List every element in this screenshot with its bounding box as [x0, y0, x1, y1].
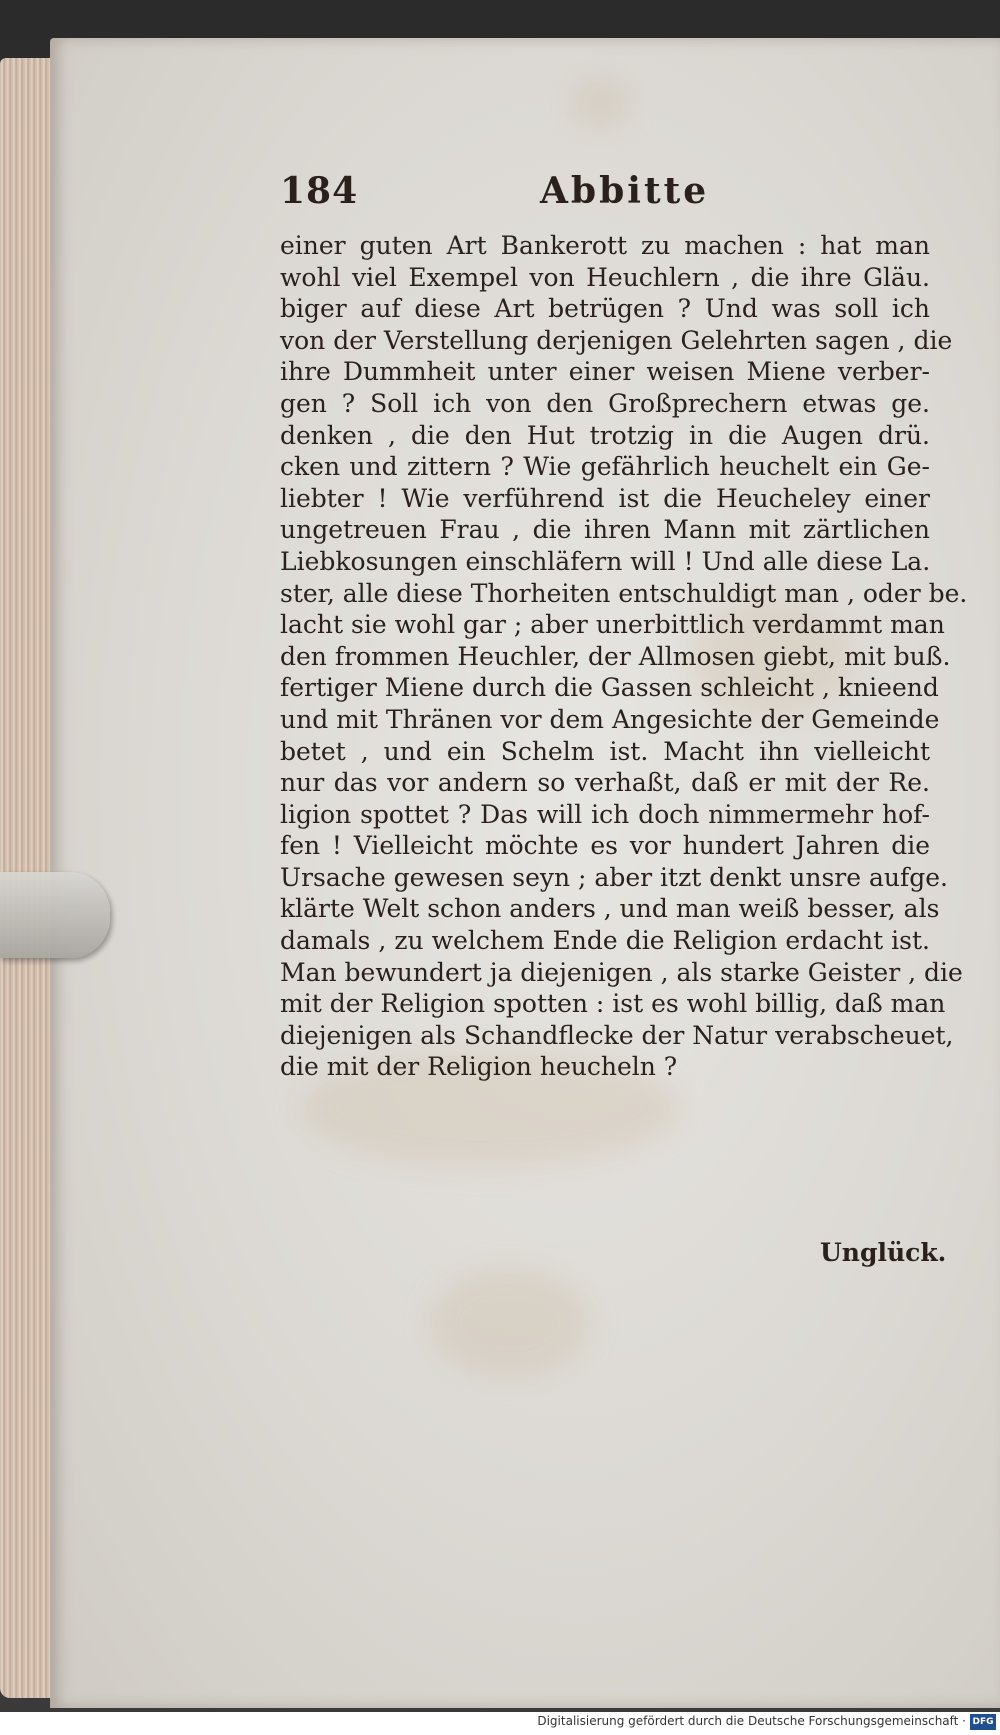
text-line: biger auf diese Art betrügen ? Und was soll ich — [280, 294, 930, 324]
page-number: 184 — [280, 170, 359, 212]
text-line: einer guten Art Bankerott zu machen : hat man — [280, 231, 930, 260]
page-text — [280, 170, 968, 1083]
running-title: Abbitte — [540, 170, 710, 212]
text-line: nur das vor andern so verhaßt, daß er mit der Re. — [280, 768, 930, 798]
digitization-credit: Digitalisierung gefördert durch die Deutsche Forschungsgemeinschaft · — [537, 1714, 966, 1728]
paper-stain — [430, 1268, 590, 1378]
text-line: gen ? Soll ich von den Großprechern etwas ge. — [280, 388, 930, 418]
text-line: diejenigen als Schandflecke der Natur verabscheuet, — [280, 1020, 954, 1050]
text-line: ihre Dummheit unter einer weisen Miene verber- — [280, 357, 930, 387]
text-line: lacht sie wohl gar ; aber unerbittlich verdammt man — [280, 610, 945, 640]
text-line: ungetreuen Frau , die ihren Mann mit zärtlichen — [280, 515, 930, 545]
text-line: Liebkosungen einschläfern will ! Und alle diese La. — [280, 546, 931, 576]
text-line: und mit Thränen vor dem Angesichte der Gemeinde — [280, 704, 940, 734]
text-line: Ursache gewesen seyn ; aber itzt denkt unsre aufge. — [280, 862, 949, 892]
running-head — [280, 170, 930, 230]
dfg-logo: DFG — [970, 1714, 996, 1730]
paper-stain — [570, 78, 630, 128]
text-line: wohl viel Exempel von Heuchlern , die ihre Gläu. — [280, 262, 930, 292]
text-line: von der Verstellung derjenigen Gelehrten sagen , die — [280, 325, 953, 355]
catchword: Unglück. — [820, 1238, 947, 1267]
body-text — [280, 230, 968, 1083]
page-clip — [0, 872, 110, 958]
text-line: ligion spottet ? Das will ich doch nimmermehr hof- — [280, 799, 930, 829]
text-line: damals , zu welchem Ende die Religion erdacht ist. — [280, 926, 930, 956]
text-line: fertiger Miene durch die Gassen schleicht , knieend — [280, 673, 939, 703]
text-line: liebter ! Wie verführend ist die Heucheley einer — [280, 483, 930, 513]
text-line: Man bewundert ja diejenigen , als starke Geister , die — [280, 957, 963, 987]
text-line: cken und zittern ? Wie gefährlich heuchelt ein Ge- — [280, 452, 930, 482]
text-line: fen ! Vielleicht möchte es vor hundert Jahren die — [280, 831, 930, 861]
text-line: ster, alle diese Thorheiten entschuldigt man , oder be. — [280, 578, 968, 608]
text-line: den frommen Heuchler, der Allmosen giebt, mit buß. — [280, 641, 951, 671]
text-line: denken , die den Hut trotzig in die Augen drü. — [280, 420, 930, 450]
text-line: die mit der Religion heucheln ? — [280, 1052, 678, 1082]
text-line: betet , und ein Schelm ist. Macht ihn vielleicht — [280, 736, 930, 766]
text-line: klärte Welt schon anders , und man weiß besser, als — [280, 894, 940, 924]
text-line: mit der Religion spotten : ist es wohl billig, daß man — [280, 989, 946, 1019]
